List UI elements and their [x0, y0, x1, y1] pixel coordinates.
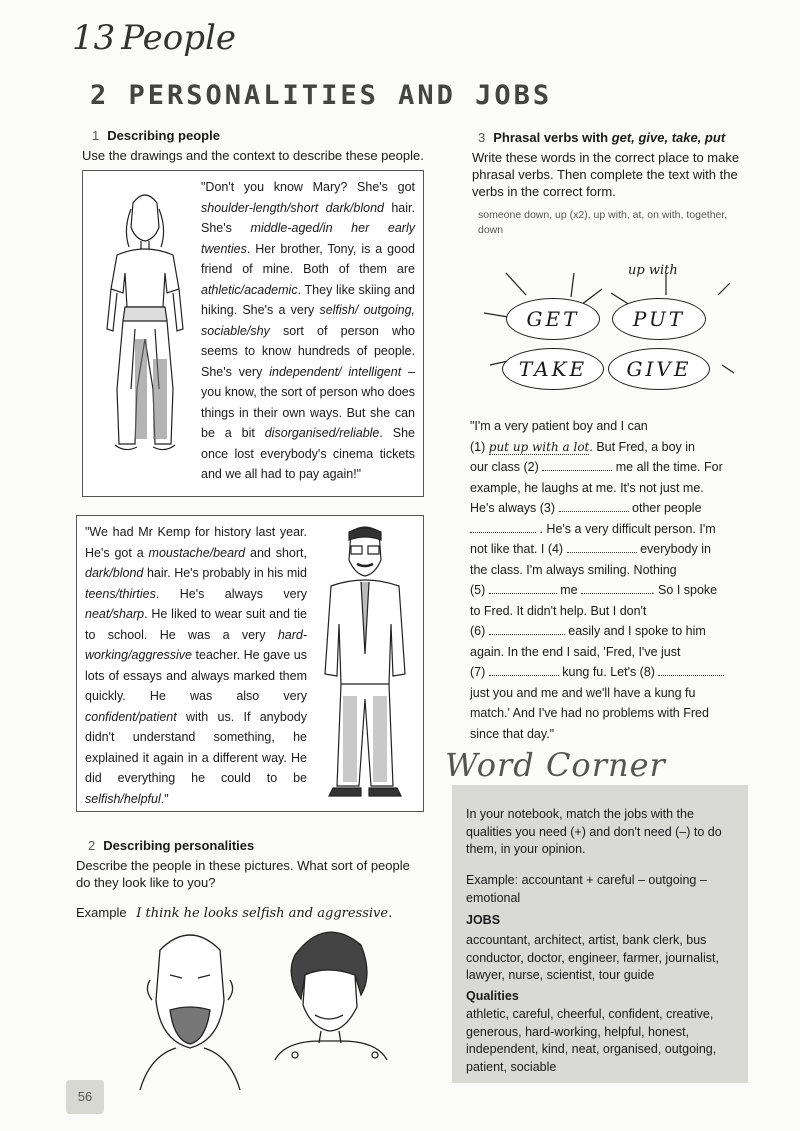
- kemp-text-option[interactable]: neat/sharp: [85, 607, 145, 621]
- unit-title: [72, 18, 236, 58]
- verb-get: GET: [506, 298, 600, 340]
- mary-text-fragment: . She once lost everybody's cinema tickets and we all had to pay again!": [201, 426, 415, 481]
- word-corner-example: Example: accountant + careful – outgoing – emotional: [466, 873, 707, 905]
- kemp-text-fragment: "We had Mr Kemp for history last year. He's got a: [85, 525, 307, 560]
- mary-text-fragment: hair. She's: [201, 200, 415, 235]
- verb-put: PUT: [612, 298, 706, 340]
- ex1-title: Describing people: [107, 128, 220, 143]
- mary-text-option[interactable]: independent/ intelligent: [269, 364, 402, 379]
- ex3-line: just you and me and we'll have a kung fu: [470, 685, 696, 700]
- gap-1-answer: put up with a lot: [488, 439, 590, 454]
- kemp-text-fragment: with us. If anybody didn't understand something, he explained it again in a different way. He did everything he could to be: [85, 709, 307, 785]
- mr-kemp-illustration: [313, 524, 418, 804]
- mary-text-option[interactable]: athletic/academic: [201, 282, 298, 297]
- ex2-heading: [88, 838, 254, 853]
- mary-text-fragment: "Don't you know Mary? She's got: [201, 180, 415, 194]
- ex2-example-text: I think he looks selfish and aggressive.: [136, 906, 393, 921]
- ex3-line: "I'm a very patient boy and I can: [470, 419, 648, 433]
- ex2-number: 2: [88, 838, 96, 853]
- kemp-text-option[interactable]: moustache/beard: [148, 545, 246, 560]
- ex1-number: 1: [92, 128, 100, 143]
- ex3-line: [470, 662, 740, 683]
- mary-text-option[interactable]: selfish/ outgoing, sociable/shy: [201, 303, 416, 338]
- ex1-heading: [92, 128, 220, 143]
- ex3-fragment: . So I spoke: [651, 583, 718, 597]
- gap-number: (1): [470, 439, 486, 454]
- ex3-title: Phrasal verbs with: [493, 130, 612, 145]
- verb-give: GIVE: [608, 348, 710, 390]
- ex3-line: again. In the end I said, 'Fred, I've just: [470, 644, 681, 659]
- kemp-text-fragment: . He liked to wear suit and tie to school. He was a very: [85, 607, 307, 642]
- ex2-title: Describing personalities: [103, 838, 255, 853]
- ex1-instruction: Use the drawings and the context to describe these people.: [82, 148, 424, 163]
- unit-number: 13: [72, 18, 116, 58]
- mary-text-fragment: . Her brother, Tony, is a good friend of mine. Both of them are: [201, 241, 415, 276]
- kemp-text-fragment: . He's always very: [155, 586, 307, 601]
- ex3-fragment: (7): [470, 665, 486, 679]
- ex3-line: [470, 539, 740, 560]
- mary-text-option[interactable]: shoulder-length/short dark/blond: [201, 200, 384, 215]
- kemp-text-fragment: and short,: [245, 545, 307, 560]
- ex3-line: example, he laughs at me. It's not just me.: [470, 480, 704, 495]
- gap-8[interactable]: [658, 663, 724, 676]
- woman-illustration: [265, 915, 400, 1060]
- ex3-line: [470, 621, 740, 642]
- ex3-line: match.' And I've had no problems with Fred: [470, 706, 709, 720]
- ex3-line: the class. I'm always smiling. Nothing: [470, 562, 677, 577]
- ex3-fragment: . He's a very difficult person. I'm: [539, 521, 716, 536]
- qualities-list: athletic, careful, cheerful, confident, creative, generous, hard-working, helpful, honest, independent, kind, neat, organised, outgoing, patient, sociable: [466, 1007, 717, 1074]
- diagram-answer-up-with: up with: [628, 263, 678, 278]
- kemp-text-fragment: teacher. He gave us lots of essays and always marked them quickly. He was also very: [85, 648, 307, 703]
- gap-7[interactable]: [489, 663, 559, 676]
- kemp-text-fragment: hair. He's probably in his mid: [143, 566, 307, 580]
- ex3-line: [470, 580, 740, 601]
- kemp-text-option[interactable]: confident/patient: [85, 709, 177, 724]
- ex2-instruction: Describe the people in these pictures. What sort of people do they look like to you?: [76, 858, 410, 890]
- mary-box: [82, 170, 424, 497]
- kemp-text-option[interactable]: dark/blond: [85, 566, 144, 580]
- ex3-title-verbs: get, give, take, put: [611, 130, 726, 145]
- ex3-fragment: our class (2): [470, 460, 539, 474]
- gap-5b[interactable]: [581, 581, 651, 594]
- gap-5a[interactable]: [489, 581, 557, 594]
- ex3-fragment: other people: [632, 501, 702, 515]
- gap-6[interactable]: [489, 622, 565, 635]
- ex3-fragment: . But Fred, a boy in: [589, 439, 695, 454]
- ex3-fragment: me all the time. For: [615, 460, 723, 474]
- ex3-line: to Fred. It didn't help. But I don't: [470, 603, 647, 618]
- ex3-text: [470, 416, 740, 744]
- qualities-heading: Qualities: [466, 989, 519, 1003]
- kemp-box: [76, 515, 424, 812]
- ex3-number: 3: [478, 130, 486, 145]
- ex3-fragment: everybody in: [640, 542, 711, 556]
- ex3-fragment: not like that. I (4): [470, 542, 564, 556]
- gap-3a[interactable]: [559, 499, 629, 512]
- verb-take: TAKE: [502, 348, 604, 390]
- page-number: 56: [66, 1080, 104, 1114]
- word-corner-title: Word Corner: [445, 746, 666, 784]
- ex3-fragment: kung fu. Let's (8): [562, 665, 655, 679]
- ex3-line: [470, 498, 740, 519]
- ex3-fragment: He's always (3): [470, 501, 556, 515]
- ex3-line: [470, 437, 740, 458]
- ex3-instruction: Write these words in the correct place to make phrasal verbs. Then complete the text with the verbs in the correct form.: [472, 150, 740, 199]
- ex3-fragment: (5): [470, 583, 486, 597]
- ex3-word-list: someone down, up (x2), up with, at, on with, together, down: [478, 209, 728, 236]
- kemp-text-option[interactable]: teens/thirties: [85, 586, 156, 601]
- ex3-line: since that day.": [470, 726, 555, 741]
- mary-illustration: [95, 189, 195, 464]
- ex3-fragment: easily and I spoke to him: [568, 624, 706, 638]
- mary-text-option[interactable]: middle-aged/in her early twenties: [201, 221, 415, 256]
- gap-3b[interactable]: [470, 520, 536, 533]
- jobs-heading: JOBS: [466, 913, 501, 927]
- kemp-text-option[interactable]: selfish/helpful: [85, 791, 161, 806]
- mary-text-top: [201, 177, 415, 485]
- verb-diagram-lines: [476, 265, 736, 405]
- ex3-heading: [478, 130, 725, 145]
- section-title: 2 PERSONALITIES AND JOBS: [90, 80, 553, 111]
- gap-4[interactable]: [567, 540, 637, 553]
- word-corner-instruction: In your notebook, match the jobs with the qualities you need (+) and don't need (–) to do them, in your opinion.: [466, 807, 722, 856]
- ex3-line: [470, 457, 740, 478]
- kemp-text-option[interactable]: hard-working/aggressive: [85, 627, 307, 662]
- kemp-text-fragment: .": [160, 791, 169, 806]
- mary-text-fragment: . They like skiing and hiking. She's a very: [201, 282, 415, 317]
- ex3-fragment: (6): [470, 624, 486, 638]
- mary-text-fragment: – you know, the sort of person who does things in their own ways. But she can be a bit: [201, 364, 415, 440]
- ex2-example-label: Example: [76, 905, 127, 920]
- ex3-fragment: me: [560, 583, 578, 597]
- kemp-text: [85, 522, 307, 809]
- mary-text-option[interactable]: disorganised/reliable: [264, 426, 380, 440]
- ex3-line: [470, 519, 740, 540]
- mary-text-fragment: sort of person who seems to know hundreds of people. She's very: [201, 323, 415, 379]
- unit-name: People: [121, 18, 236, 58]
- gap-2[interactable]: [542, 458, 612, 471]
- jobs-list: accountant, architect, artist, bank clerk, bus conductor, doctor, engineer, farmer, journalist, lawyer, nurse, scientist, tour guide: [466, 933, 719, 982]
- bald-man-illustration: [120, 920, 260, 1090]
